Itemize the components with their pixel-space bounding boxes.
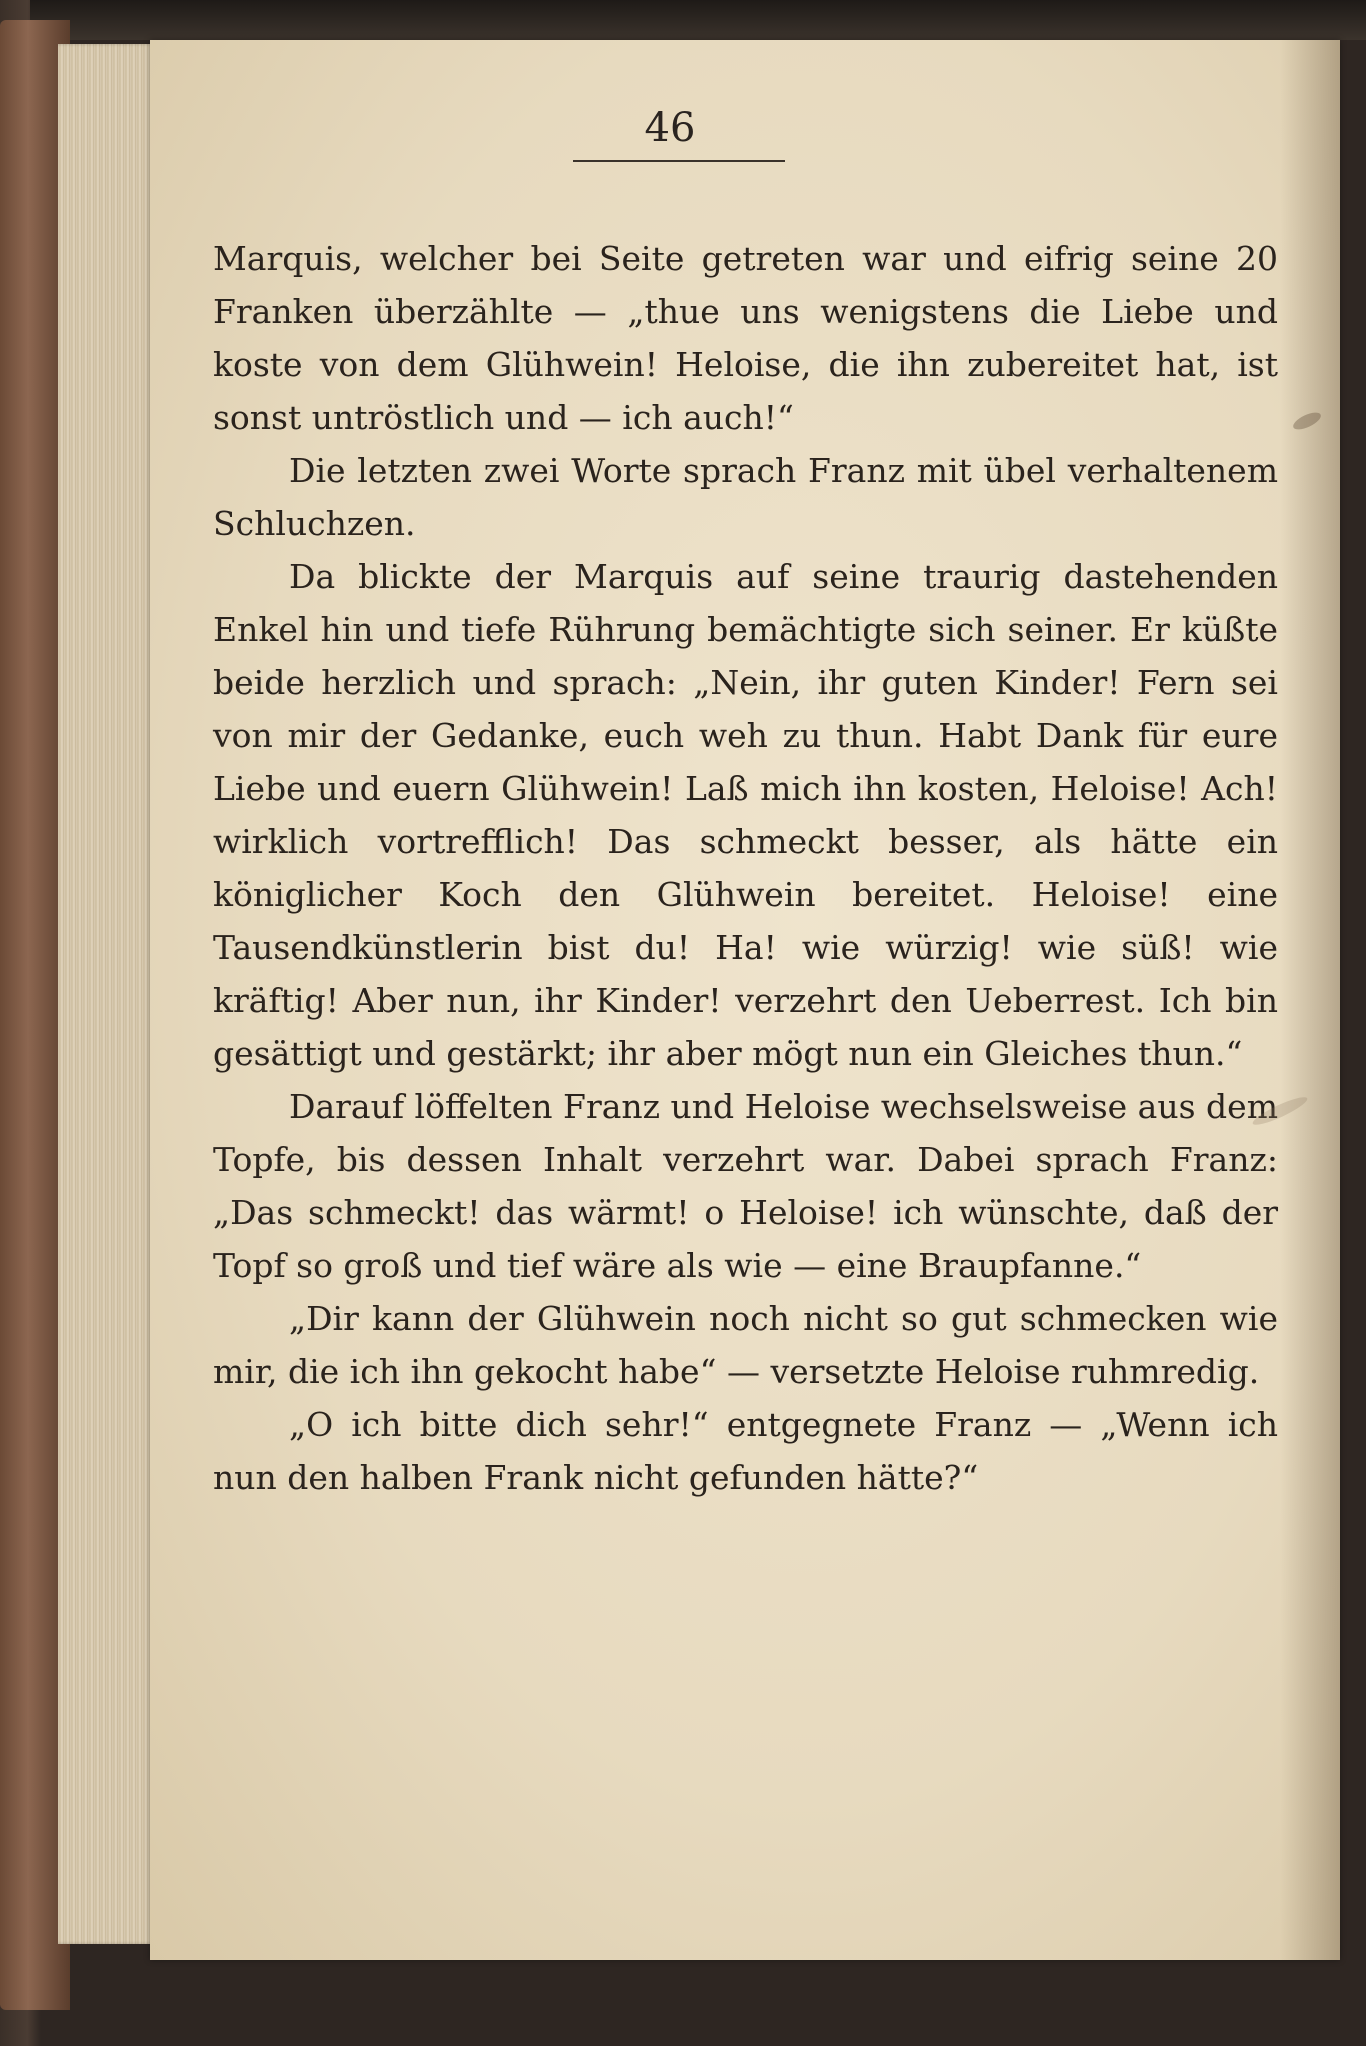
paragraph: Marquis, welcher bei Seite getreten war und eifrig seine 20 Franken überzählte — „thue uns wenigstens die Liebe und koste von dem Glühwein! Heloise, die ihn zubereitet hat, ist sonst untröstlich und — ich auch!“ [213,239,1278,437]
paragraph: Die letzten zwei Worte sprach Franz mit übel verhaltenem Schluchzen. [213,451,1278,543]
paragraph: Darauf löffelten Franz und Heloise wechselsweise aus dem Topfe, bis dessen Inhalt verzehrt war. Dabei sprach Franz: „Das schmeckt! das wärmt! o Heloise! ich wünschte, daß der Topf so groß und tief wäre als wie — eine Braupfanne.“ [213,1087,1278,1285]
page-gutter-shadow [1280,40,1340,1960]
page-number: 46 [644,105,696,151]
page-body-text [213,232,1278,1504]
paragraph: „Dir kann der Glühwein noch nicht so gut schmecken wie mir, die ich ihn gekocht habe“ — versetzte Heloise ruhmredig. [213,1299,1278,1391]
page-number-rule [573,160,785,162]
paragraph: „O ich bitte dich sehr!“ entgegnete Franz — „Wenn ich nun den halben Frank nicht gefunden hätte?“ [213,1405,1278,1497]
book-cover-top-edge [30,0,1366,40]
paragraph: Da blickte der Marquis auf seine traurig dastehenden Enkel hin und tiefe Rührung bemächtigte sich seiner. Er küßte beide herzlich und sprach: „Nein, ihr guten Kinder! Fern sei von mir der Gedanke, euch weh zu thun. Habt Dank für eure Liebe und euern Glühwein! Laß mich ihn kosten, Heloise! Ach! wirklich vortrefflich! Das schmeckt besser, als hätte ein königlicher Koch den Glühwein bereitet. Heloise! eine Tausendkünstlerin bist du! Ha! wie würzig! wie süß! wie kräftig! Aber nun, ihr Kinder! verzehrt den Ueberrest. Ich bin gesättigt und gestärkt; ihr aber mögt nun ein Gleiches thun.“ [213,557,1278,1073]
